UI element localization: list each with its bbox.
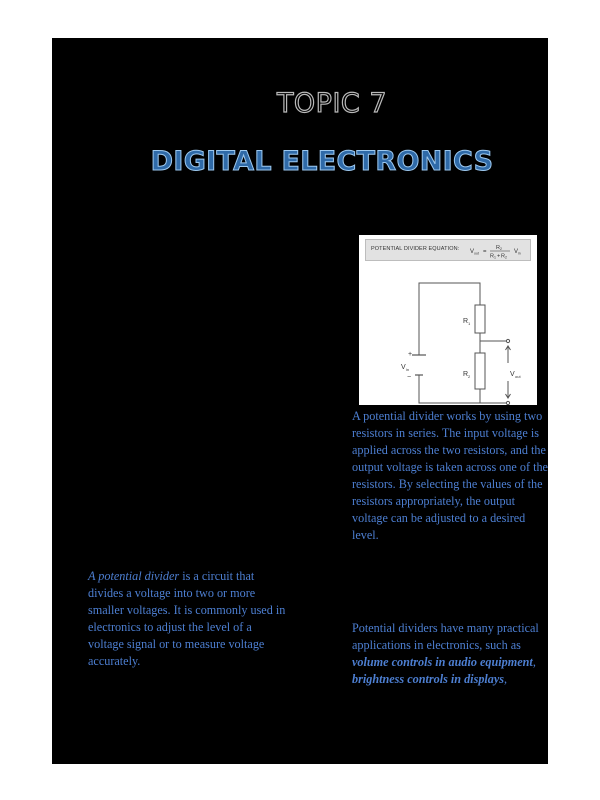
eq-vin: V (514, 249, 519, 255)
r1-label-sub: 1 (468, 321, 471, 326)
battery-minus-sign: − (407, 374, 412, 381)
resistor-r2 (475, 353, 485, 389)
eq-denominator-b: R (501, 253, 505, 260)
eq-numerator-sub: 2 (500, 247, 502, 251)
applications-item-volume: volume controls in audio equipment (352, 655, 533, 669)
eq-vout: V (470, 249, 475, 255)
equation-box (365, 239, 531, 261)
output-terminal-bottom (506, 401, 509, 404)
vout-label: V (510, 371, 515, 378)
r2-label: R (463, 371, 469, 378)
eq-vout-sub: out (474, 251, 479, 256)
wire-bottom (419, 375, 480, 403)
r2-label-sub: 2 (468, 374, 471, 379)
resistor-r1 (475, 305, 485, 333)
wire-top (419, 283, 480, 355)
battery-plus-sign: + (408, 351, 413, 358)
vin-label: V (401, 364, 406, 371)
paragraph-applications (352, 620, 552, 688)
topic-title: DIGITAL ELECTRONICS (150, 146, 494, 177)
document-page (52, 38, 548, 764)
applications-item-brightness: brightness controls in displays (352, 672, 505, 686)
eq-denominator-b-sub: 2 (505, 255, 507, 260)
applications-end: , (504, 672, 508, 686)
applications-intro: Potential dividers have many practical applications in electronics, such as (352, 621, 539, 652)
equation-label: POTENTIAL DIVIDER EQUATION: (371, 246, 460, 252)
definition-text: is a circuit that divides a voltage into two or more smaller voltages. It is commonly used in electronics to adjust the level of a voltage signal or to measure voltage accurately. (88, 569, 286, 668)
topic-label: TOPIC 7 (276, 88, 388, 119)
potential-divider-figure (359, 235, 537, 405)
equation-formula (470, 242, 530, 260)
eq-equals: = (483, 249, 487, 255)
eq-numerator: R (496, 245, 500, 251)
output-terminal-top (506, 339, 509, 342)
vin-label-sub: in (406, 367, 410, 372)
r1-label: R (463, 318, 469, 325)
paragraph-how-it-works: A potential divider works by using two resistors in series. The input voltage is applied across the two resistors, and the output voltage is taken across one of the resistors. By selecting the values of the resistors appropriately, the output voltage can be adjusted to a desired level. (352, 409, 548, 542)
definition-term: A potential divider (88, 569, 180, 583)
paragraph-definition (88, 568, 288, 670)
vout-label-sub: out (515, 374, 521, 379)
eq-denominator-a: R (490, 253, 494, 260)
applications-separator: , (532, 655, 536, 669)
eq-plus: + (497, 253, 501, 260)
circuit-diagram (359, 263, 537, 405)
eq-denominator-a-sub: 1 (494, 255, 496, 260)
eq-vin-sub: in (518, 251, 521, 256)
